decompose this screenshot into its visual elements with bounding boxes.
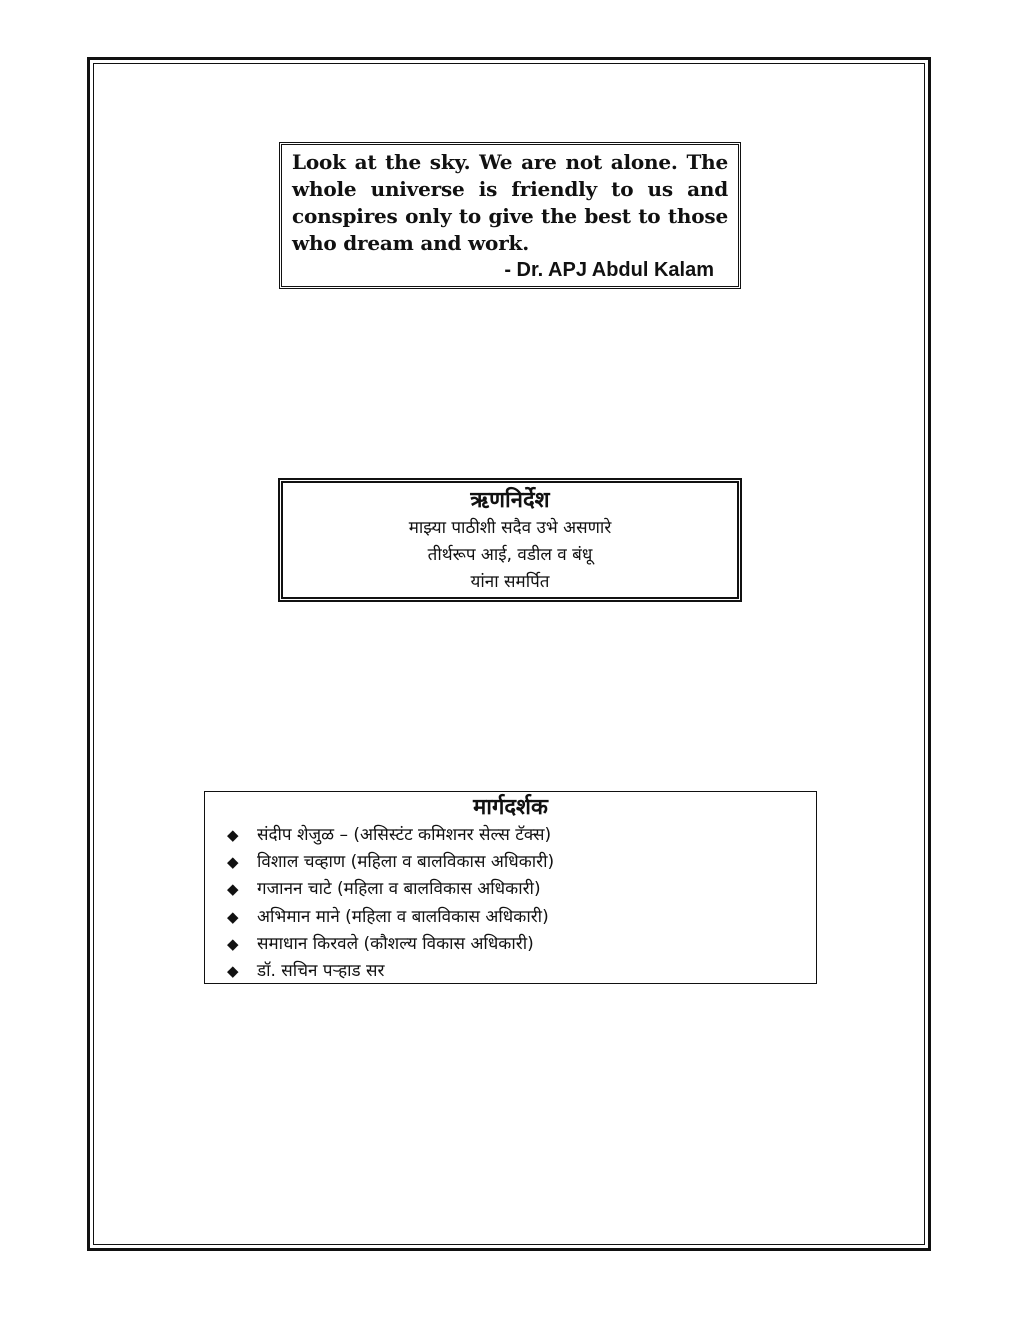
mentor-name: डॉ. सचिन पऱ्हाड सर (257, 961, 385, 982)
list-item (227, 958, 816, 985)
diamond-bullet-icon: ◆ (227, 880, 239, 899)
diamond-bullet-icon: ◆ (227, 934, 239, 953)
dedication-line: तीर्थरूप आई, वडील व बंधू (427, 545, 593, 565)
list-item (227, 876, 816, 903)
quote-author: - Dr. APJ Abdul Kalam (504, 259, 714, 281)
list-item (227, 931, 816, 958)
diamond-bullet-icon: ◆ (227, 907, 239, 926)
list-item (227, 822, 816, 849)
mentor-name: गजानन चाटे (महिला व बालविकास अधिकारी) (257, 879, 541, 900)
mentor-list (205, 822, 816, 985)
mentor-name: अभिमान माने (महिला व बालविकास अधिकारी) (257, 906, 549, 927)
dedication-line: माझ्या पाठीशी सदैव उभे असणारे (408, 518, 612, 538)
dedication-line: यांना समर्पित (470, 572, 550, 592)
dedication-box (278, 478, 742, 602)
mentor-box (204, 791, 817, 984)
mentor-title: मार्गदर्शक (473, 795, 548, 820)
list-item (227, 849, 816, 876)
quote-box (279, 142, 741, 289)
mentor-name: विशाल चव्हाण (महिला व बालविकास अधिकारी) (257, 852, 555, 873)
mentor-name: संदीप शेजुळ – (असिस्टंट कमिशनर सेल्स टॅक्स) (257, 825, 552, 845)
quote-text: Look at the sky. We are not alone. The whole universe is friendly to us and conspires only to give the best to those who dream and work. (292, 150, 728, 255)
diamond-bullet-icon: ◆ (227, 853, 239, 872)
mentor-name: समाधान किरवले (कौशल्य विकास अधिकारी) (257, 933, 534, 954)
diamond-bullet-icon: ◆ (227, 962, 239, 981)
list-item (227, 904, 816, 931)
diamond-bullet-icon: ◆ (227, 826, 239, 844)
dedication-title: ऋणनिर्देश (470, 488, 550, 513)
